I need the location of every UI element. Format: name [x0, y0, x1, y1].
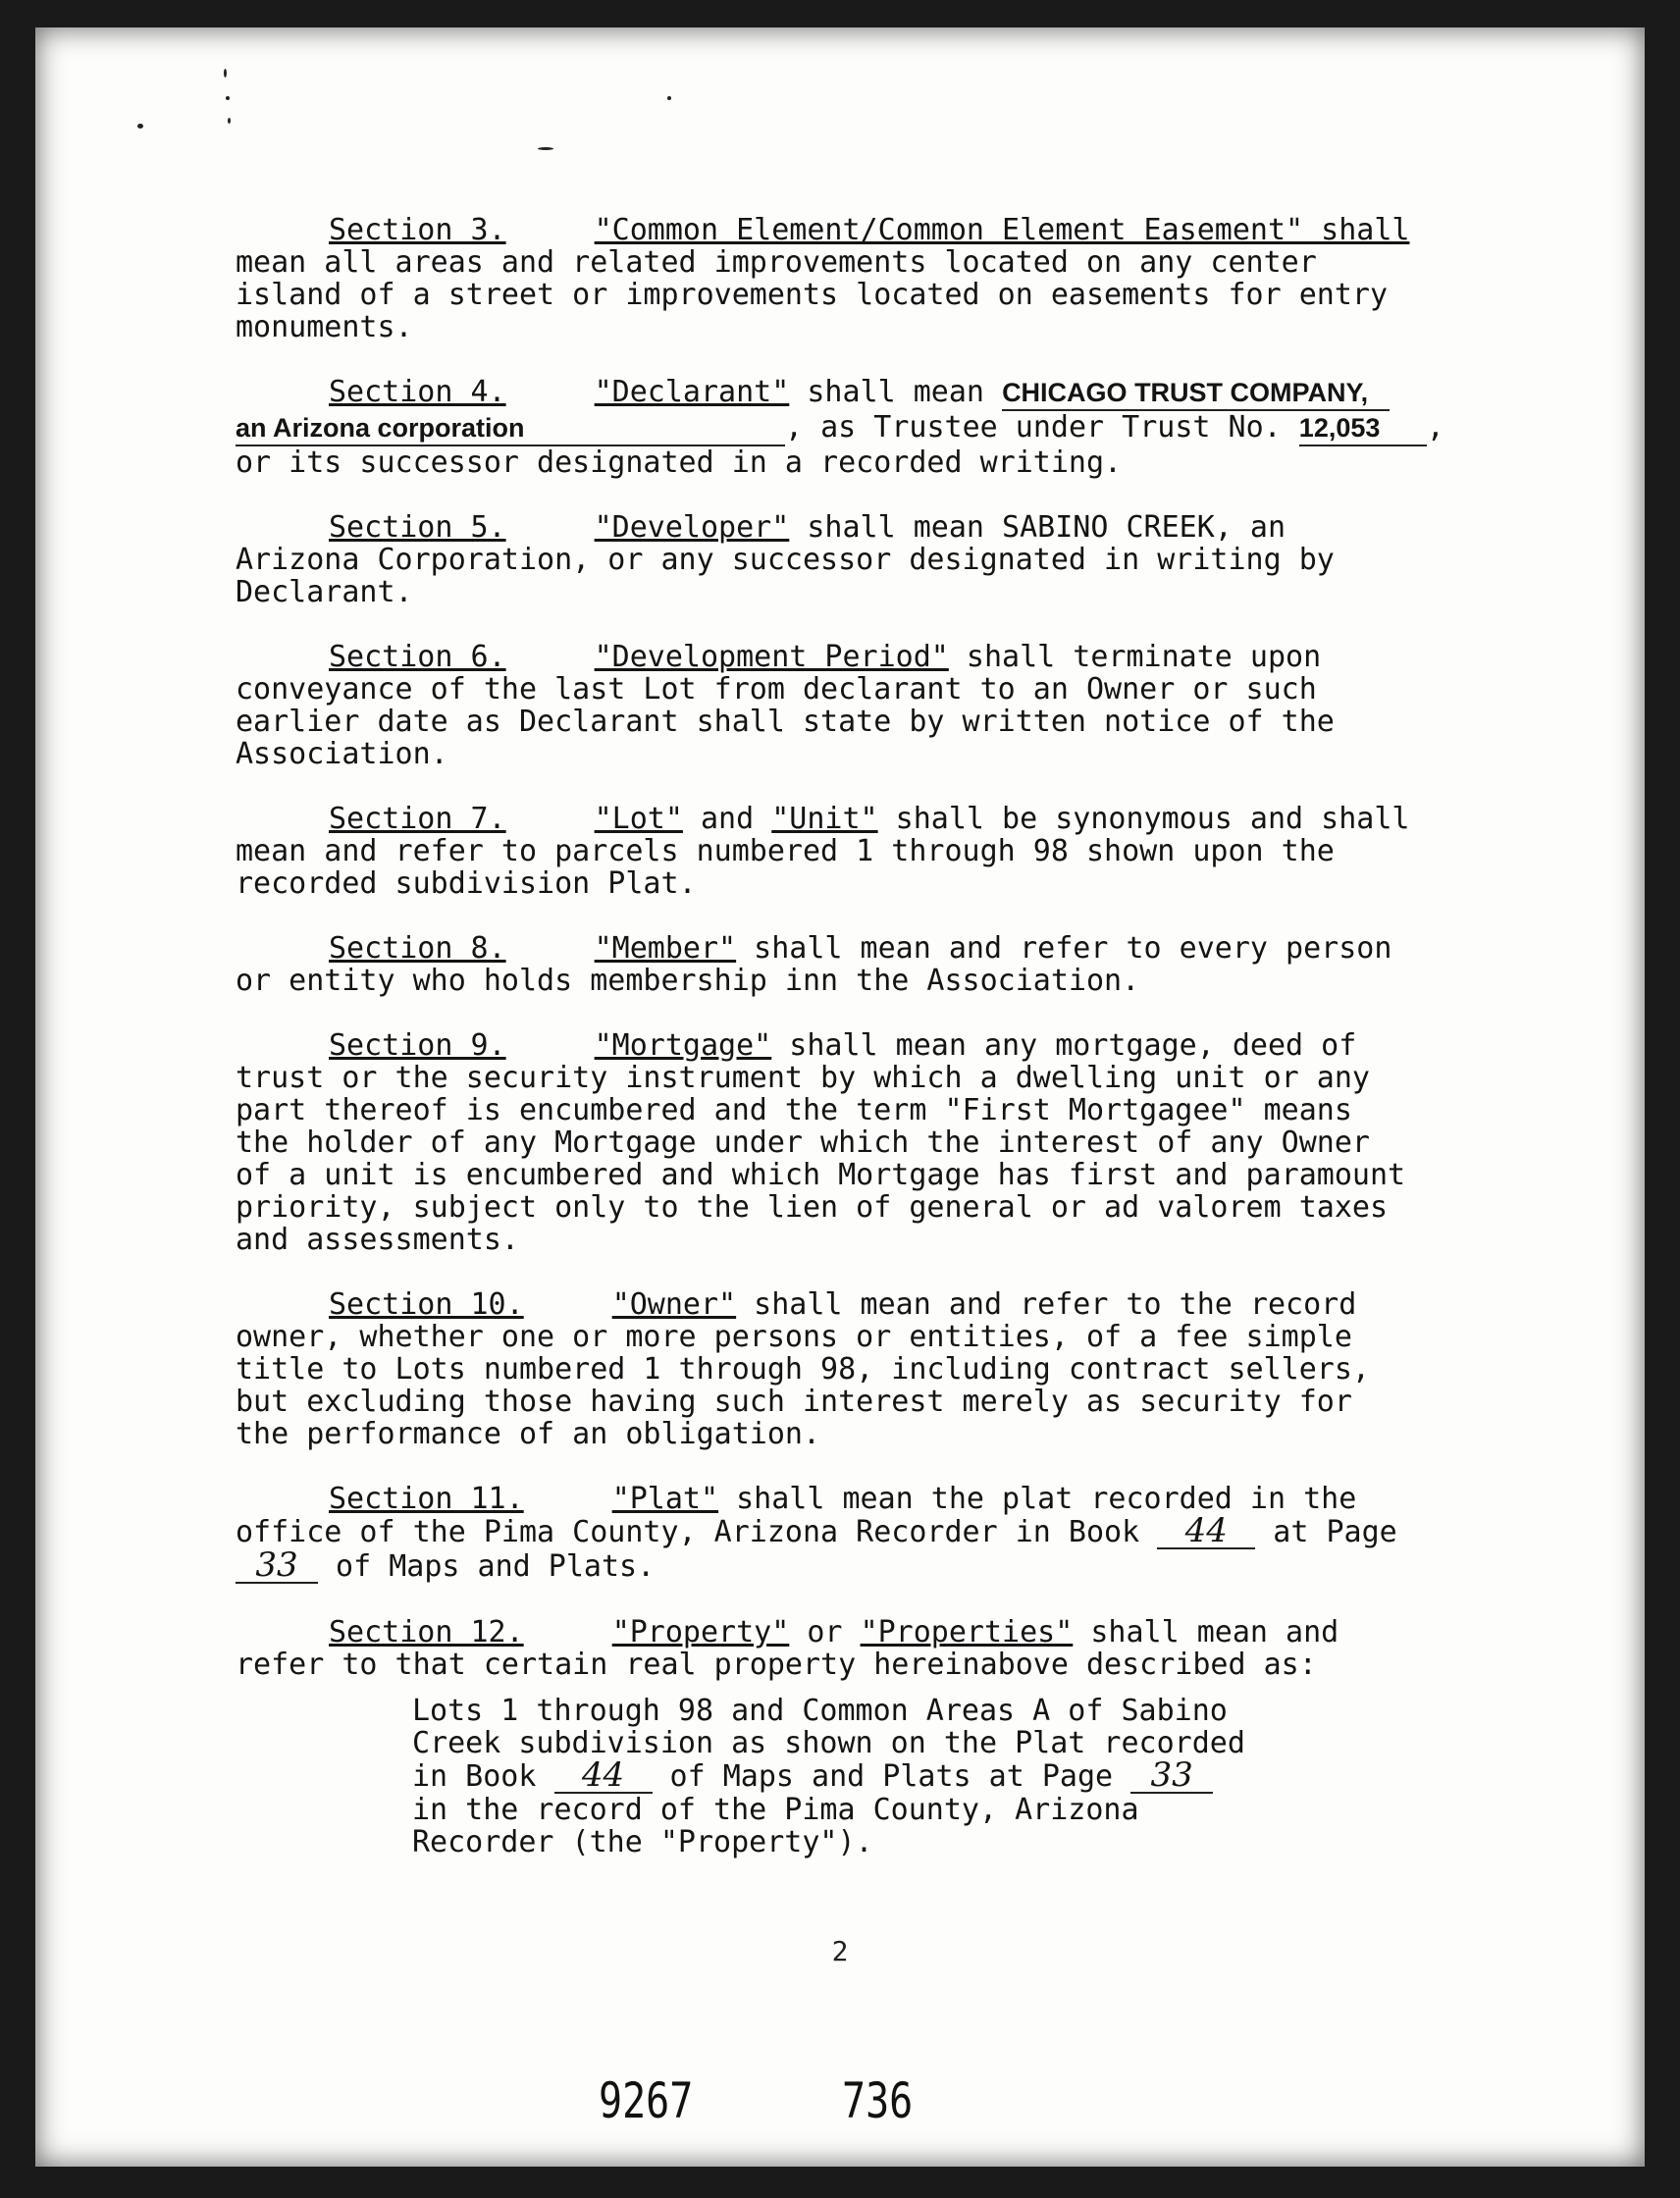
declarant-name-field: CHICAGO TRUST COMPANY, [1002, 377, 1390, 411]
section-text: or its successor designated in a recorded writing. [236, 445, 1123, 480]
section-heading: Section 6. [329, 640, 506, 674]
section-text: , as Trustee under Trust No. [785, 410, 1299, 445]
section-11 [236, 1483, 1482, 1584]
section-heading: Section 11. [329, 1482, 524, 1516]
trust-number-field: 12,053 [1299, 412, 1427, 446]
section-text: but excluding those having such interest merely as security for [236, 1385, 1352, 1419]
section-text: priority, subject only to the lien of general or ad valorem taxes [236, 1190, 1388, 1225]
scan-speck [224, 69, 227, 78]
section-9 [236, 1029, 1482, 1256]
section-text: "Common Element/Common Element Easement" shall [594, 213, 1410, 247]
term: "Plat" [611, 1482, 719, 1516]
section-text: and assessments. [236, 1223, 519, 1257]
section-text: shall mean SABINO CREEK, an [789, 510, 1286, 545]
property-description [412, 1695, 1276, 1858]
section-text: refer to that certain real property hereinabove described as: [236, 1648, 1317, 1682]
section-4 [236, 376, 1482, 479]
record-stamp-page: 736 [842, 2072, 914, 2129]
section-text: Association. [236, 737, 448, 771]
section-text: mean and refer to parcels numbered 1 through 98 shown upon the [236, 834, 1335, 868]
section-6 [236, 641, 1482, 770]
quote-line: in the record of the Pima County, Arizona [412, 1793, 1139, 1827]
section-text: mean all areas and related improvements located on any center [236, 245, 1317, 280]
term: "Property" [611, 1615, 790, 1649]
term: "Developer" [594, 510, 790, 545]
page-number-field: 33 [236, 1549, 318, 1584]
section-text: shall mean any mortgage, deed of [771, 1028, 1357, 1063]
section-text: title to Lots numbered 1 through 98, including contract sellers, [236, 1352, 1370, 1387]
section-text: shall mean and refer to every person [736, 931, 1392, 966]
section-text: shall mean and [1073, 1615, 1339, 1649]
section-text: recorded subdivision Plat. [236, 866, 697, 901]
term: "Declarant" [594, 375, 790, 409]
section-text: shall terminate upon [948, 640, 1322, 674]
book-number-field: 44 [1157, 1515, 1255, 1549]
quote-line: of Maps and Plats at Page [652, 1759, 1131, 1794]
section-text: the performance of an obligation. [236, 1417, 821, 1451]
scan-speck [226, 96, 230, 100]
section-heading: Section 4. [329, 375, 506, 409]
section-text: owner, whether one or more persons or entities, of a fee simple [236, 1320, 1352, 1354]
section-heading: Section 7. [329, 802, 506, 836]
section-text: of Maps and Plats. [318, 1549, 656, 1584]
scan-speck [228, 118, 231, 124]
section-text: the holder of any Mortgage under which the interest of any Owner [236, 1125, 1370, 1160]
quote-line: Lots 1 through 98 and Common Areas A of Sabino [412, 1694, 1228, 1728]
section-12 [236, 1616, 1482, 1858]
section-text: , [1426, 410, 1444, 445]
section-text: earlier date as Declarant shall state by written notice of the [236, 705, 1335, 739]
quote-line: Recorder (the "Property"). [412, 1825, 873, 1859]
term: "Properties" [860, 1615, 1074, 1649]
section-text: Declarant. [236, 575, 413, 609]
section-text: trust or the security instrument by which a dwelling unit or any [236, 1061, 1370, 1095]
scan-speck [667, 96, 671, 100]
document-body [236, 214, 1482, 1891]
section-heading: Section 5. [329, 510, 506, 545]
section-10 [236, 1288, 1482, 1450]
quote-line: Creek subdivision as shown on the Plat recorded [412, 1726, 1245, 1760]
section-text: shall mean [789, 375, 1003, 409]
term: "Owner" [611, 1287, 737, 1322]
section-7 [236, 803, 1482, 900]
term: "Member" [594, 931, 737, 966]
section-text: Arizona Corporation, or any successor designated in writing by [236, 543, 1335, 577]
book-number-field: 44 [554, 1759, 653, 1794]
section-text: shall mean and refer to the record [736, 1287, 1357, 1322]
section-text: conveyance of the last Lot from declarant to an Owner or such [236, 672, 1317, 706]
section-8 [236, 932, 1482, 997]
scan-speck [137, 124, 143, 129]
page-number-field: 33 [1130, 1759, 1213, 1794]
section-text: and [682, 802, 772, 836]
section-text: office of the Pima County, Arizona Recorder in Book [236, 1515, 1158, 1549]
term: "Mortgage" [594, 1028, 772, 1063]
term: "Lot" [594, 802, 683, 836]
term: "Development Period" [594, 640, 949, 674]
page-number: 2 [831, 1935, 849, 1967]
scan-speck [538, 147, 553, 150]
section-heading: Section 9. [329, 1028, 506, 1063]
record-stamp-book: 9267 [599, 2072, 694, 2129]
term: "Unit" [771, 802, 878, 836]
section-text: part thereof is encumbered and the term "First Mortgagee" means [236, 1093, 1352, 1127]
section-heading: Section 10. [329, 1287, 524, 1322]
quote-line: in Book [412, 1759, 554, 1794]
section-5 [236, 511, 1482, 608]
section-heading: Section 8. [329, 931, 506, 966]
section-text: island of a street or improvements located on easements for entry [236, 278, 1388, 312]
section-heading: Section 12. [329, 1615, 524, 1649]
section-text: at Page [1255, 1515, 1397, 1549]
section-heading: Section 3. [329, 213, 506, 247]
section-text: monuments. [236, 310, 413, 344]
section-text: of a unit is encumbered and which Mortgage has first and paramount [236, 1158, 1406, 1192]
section-text: shall be synonymous and shall [877, 802, 1410, 836]
section-3 [236, 214, 1482, 343]
section-text: or [789, 1615, 861, 1649]
section-text: shall mean the plat recorded in the [718, 1482, 1357, 1516]
declarant-type-field: an Arizona corporation [236, 412, 785, 446]
section-text: or entity who holds membership inn the Association. [236, 964, 1140, 998]
